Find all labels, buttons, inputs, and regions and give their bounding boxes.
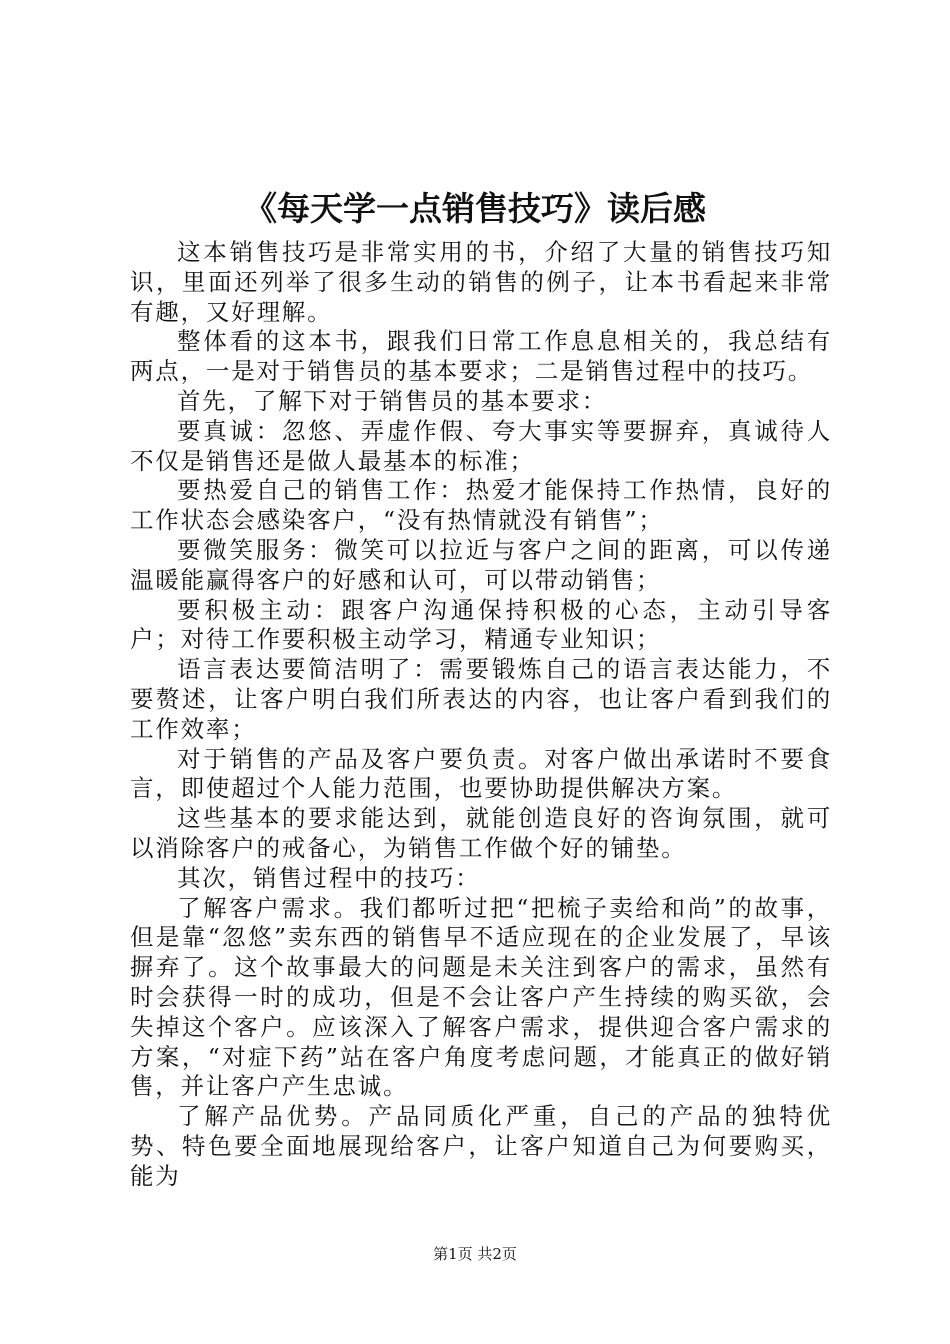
paragraph: 其次，销售过程中的技巧： [177, 863, 481, 892]
paragraph: 这本销售技巧是非常实用的书，介绍了大量的销售技巧知识，里面还列举了很多生动的销售的例子，让本书看起来非常有趣，又好理解。 [130, 238, 832, 326]
page-number-footer: 第1页 共2页 [433, 1245, 517, 1263]
paragraph: 要热爱自己的销售工作：热爱才能保持工作热情，良好的工作状态会感染客户，“没有热情就没有销售”； [130, 476, 832, 535]
paragraph: 要微笑服务：微笑可以拉近与客户之间的距离，可以传递温暖能赢得客户的好感和认可，可以带动销售； [130, 535, 832, 594]
document-body [130, 238, 832, 1192]
paragraph: 了解客户需求。我们都听过把“把梳子卖给和尚”的故事，但是靠“忽悠”卖东西的销售早不适应现在的企业发展了，早该摒弃了。这个故事最大的问题是未关注到客户的需求，虽然有时会获得一时的成功，但是不会让客户产生持续的购买欲，会失掉这个客户。应该深入了解客户需求，提供迎合客户需求的方案，“对症下药”站在客户角度考虑问题，才能真正的做好销售，并让客户产生忠诚。 [130, 893, 832, 1101]
paragraph: 语言表达要简洁明了：需要锻炼自己的语言表达能力，不要赘述，让客户明白我们所表达的内容，也让客户看到我们的工作效率； [130, 655, 832, 743]
paragraph: 了解产品优势。产品同质化严重，自己的产品的独特优势、特色要全面地展现给客户，让客户知道自己为何要购买，能为 [130, 1102, 832, 1190]
paragraph: 要真诚：忽悠、弄虚作假、夸大事实等要摒弃，真诚待人不仅是销售还是做人最基本的标准； [130, 416, 832, 475]
paragraph: 整体看的这本书，跟我们日常工作息息相关的，我总结有两点，一是对于销售员的基本要求；二是销售过程中的技巧。 [130, 327, 832, 386]
document-title: 《每天学一点销售技巧》读后感 [244, 189, 706, 228]
paragraph: 首先，了解下对于销售员的基本要求： [177, 386, 608, 415]
paragraph: 要积极主动：跟客户沟通保持积极的心态，主动引导客户；对待工作要积极主动学习，精通专业知识； [130, 595, 832, 654]
paragraph: 这些基本的要求能达到，就能创造良好的咨询氛围，就可以消除客户的戒备心，为销售工作做个好的铺垫。 [130, 804, 832, 862]
paragraph: 对于销售的产品及客户要负责。对客户做出承诺时不要食言，即使超过个人能力范围，也要协助提供解决方案。 [130, 744, 832, 803]
